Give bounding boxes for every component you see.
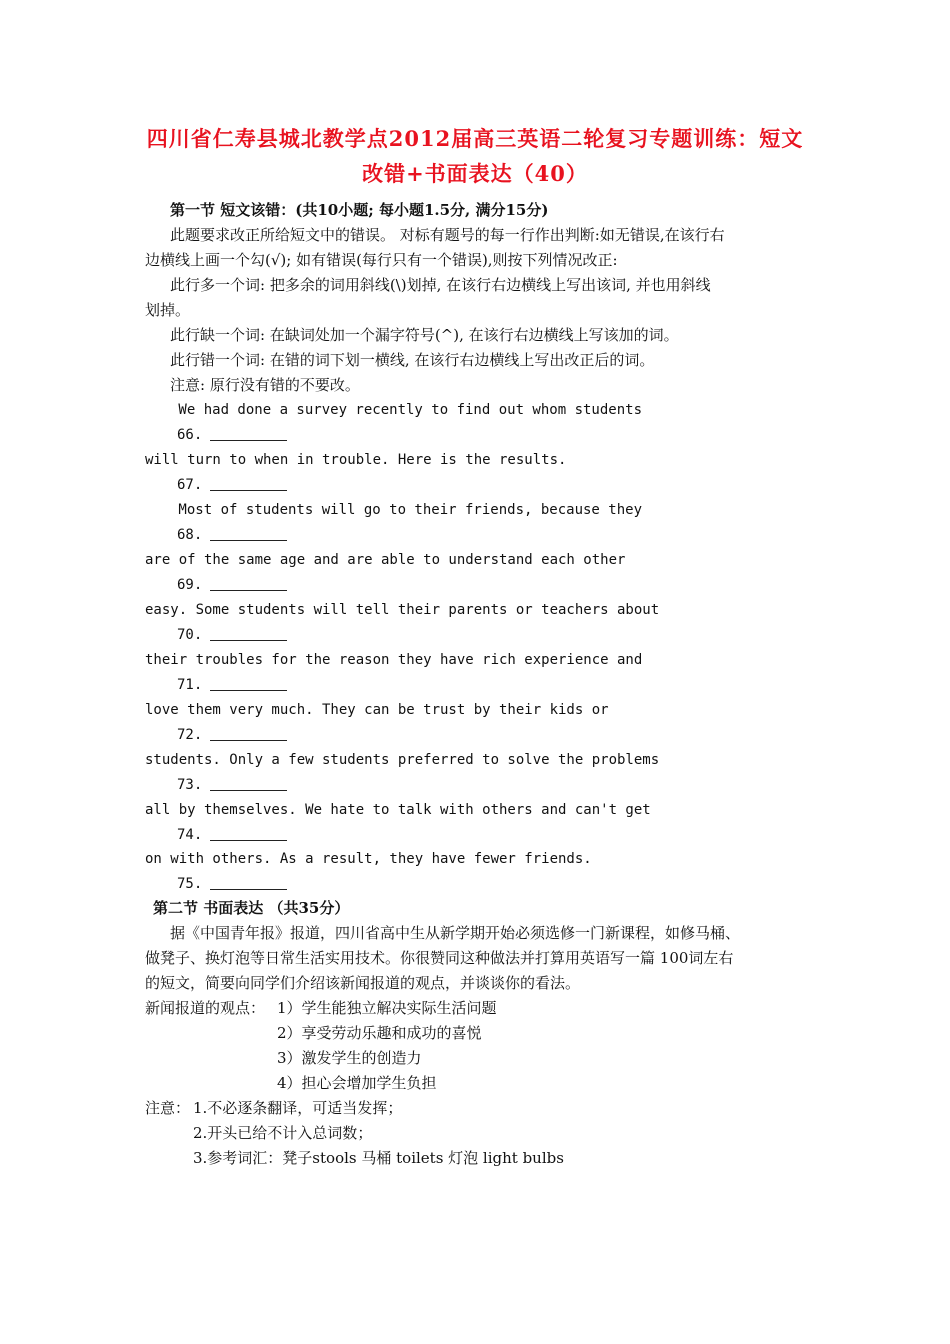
passage-line: students. Only a few students preferred to solve the problems: [145, 752, 660, 768]
answer-row: [177, 874, 287, 894]
answer-row: [177, 525, 287, 545]
passage-line: We had done a survey recently to find out whom students: [170, 402, 643, 418]
answer-row: [177, 475, 287, 495]
answer-number: 68.: [177, 527, 203, 543]
instruction-line: 划掉。: [145, 301, 191, 319]
instruction-line: 此题要求改正所给短文中的错误。 对标有题号的每一行作出判断:如无错误,在该行右: [170, 226, 725, 244]
answer-row: [177, 725, 287, 745]
note-item: 3.参考词汇：凳子stools 马桶 toilets 灯泡 light bulbs: [193, 1149, 564, 1167]
prompt-line: 据《中国青年报》报道，四川省高中生从新学期开始必须选修一门新课程，如修马桶、: [170, 924, 741, 942]
prompt-line: 做凳子、换灯泡等日常生活实用技术。你很赞同这种做法并打算用英语写一篇 100词左右: [145, 949, 734, 967]
passage-line: love them very much. They can be trust by their kids or: [145, 702, 609, 718]
instruction-line: 此行错一个词: 在错的词下划一横线, 在该行右边横线上写出改正后的词。: [170, 351, 655, 369]
point-item: 2）享受劳动乐趣和成功的喜悦: [277, 1024, 482, 1042]
answer-blank[interactable]: [210, 426, 287, 441]
passage-line: on with others. As a result, they have fewer friends.: [145, 851, 592, 867]
answer-blank[interactable]: [210, 875, 287, 890]
point-item: 1）学生能独立解决实际生活问题: [277, 999, 497, 1017]
notes-label: 注意：: [145, 1099, 191, 1117]
answer-number: 74.: [177, 827, 203, 843]
answer-number: 69.: [177, 577, 203, 593]
note-item: 1.不必逐条翻译，可适当发挥；: [193, 1099, 403, 1117]
prompt-line: 的短文，简要向同学们介绍该新闻报道的观点，并谈谈你的看法。: [145, 974, 581, 992]
instruction-line: 边横线上画一个勾(√); 如有错误(每行只有一个错误),则按下列情况改正:: [145, 251, 618, 269]
answer-blank[interactable]: [210, 626, 287, 641]
answer-blank[interactable]: [210, 776, 287, 791]
answer-row: [177, 425, 287, 445]
section-2-heading: 第二节 书面表达 （共35分）: [153, 899, 350, 917]
passage-line: easy. Some students will tell their parents or teachers about: [145, 602, 660, 618]
instruction-line: 此行多一个词: 把多余的词用斜线(\)划掉, 在该行右边横线上写出该词, 并也用斜线: [170, 276, 711, 294]
answer-row: [177, 575, 287, 595]
answer-row: [177, 825, 287, 845]
instruction-line: 此行缺一个词: 在缺词处加一个漏字符号(^), 在该行右边横线上写该加的词。: [170, 326, 679, 344]
answer-number: 66.: [177, 427, 203, 443]
answer-number: 70.: [177, 627, 203, 643]
answer-row: [177, 675, 287, 695]
document-title-line-2: 改错+书面表达（40）: [362, 161, 588, 186]
point-item: 4）担心会增加学生负担: [277, 1074, 437, 1092]
point-item: 3）激发学生的创造力: [277, 1049, 422, 1067]
answer-number: 75.: [177, 876, 203, 892]
answer-row: [177, 625, 287, 645]
passage-line: will turn to when in trouble. Here is the results.: [145, 452, 567, 468]
answer-blank[interactable]: [210, 526, 287, 541]
answer-number: 71.: [177, 677, 203, 693]
answer-blank[interactable]: [210, 676, 287, 691]
note-item: 2.开头已给不计入总词数；: [193, 1124, 373, 1142]
document-title-line-1: 四川省仁寿县城北教学点2012届高三英语二轮复习专题训练：短文: [146, 126, 804, 151]
passage-line: Most of students will go to their friends, because they: [170, 502, 643, 518]
instruction-line: 注意: 原行没有错的不要改。: [170, 376, 360, 394]
points-label: 新闻报道的观点：: [145, 999, 266, 1017]
answer-blank[interactable]: [210, 826, 287, 841]
answer-row: [177, 775, 287, 795]
answer-number: 67.: [177, 477, 203, 493]
answer-blank[interactable]: [210, 476, 287, 491]
passage-line: their troubles for the reason they have rich experience and: [145, 652, 643, 668]
answer-number: 73.: [177, 777, 203, 793]
section-1-heading: 第一节 短文该错：(共10小题; 每小题1.5分, 满分15分): [170, 201, 549, 219]
answer-blank[interactable]: [210, 576, 287, 591]
answer-blank[interactable]: [210, 726, 287, 741]
answer-number: 72.: [177, 727, 203, 743]
passage-line: are of the same age and are able to understand each other: [145, 552, 626, 568]
passage-line: all by themselves. We hate to talk with others and can't get: [145, 802, 651, 818]
